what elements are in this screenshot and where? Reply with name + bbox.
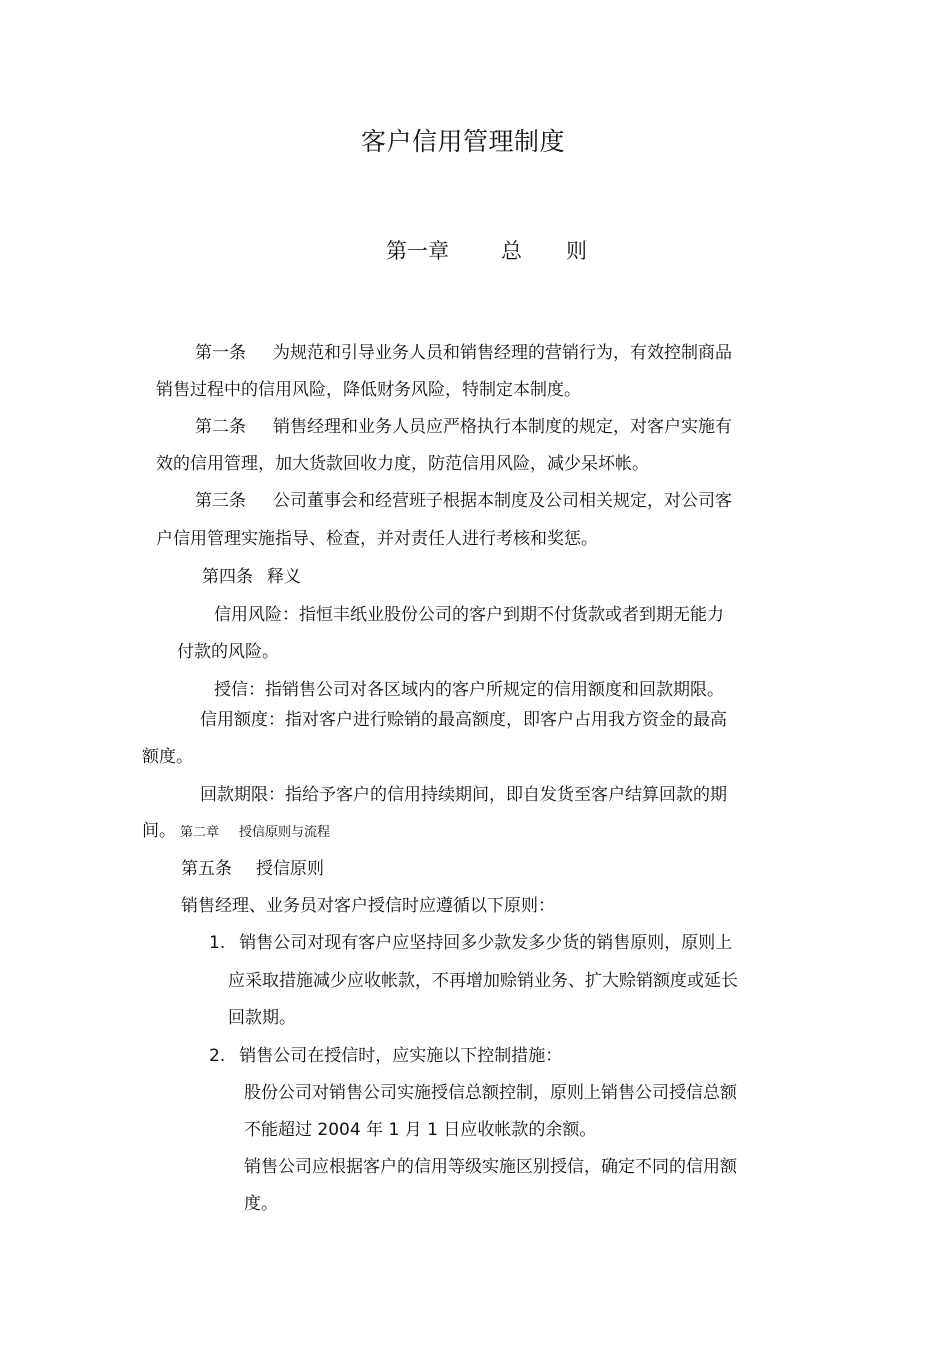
article-1-text-1: 为规范和引导业务人员和销售经理的营销行为，有效控制商品 [273,343,732,363]
item-1-text-1: 销售公司对现有客户应坚持回多少款发多少货的销售原则，原则上 [239,933,733,953]
principles-intro: 销售经理、业务员对客户授信时应遵循以下原则： [181,896,555,916]
item-2-number: 2. [209,1046,226,1066]
item-1-text-2: 应采取措施减少应收帐款，不再增加赊销业务、扩大赊销额度或延长 [228,971,738,991]
chapter-2-label: 第二章 [180,825,220,840]
article-3-text-1: 公司董事会和经营班子根据本制度及公司相关规定，对公司客 [273,491,732,511]
article-5-number: 第五条 [181,859,232,879]
chapter-2-title: 授信原则与流程 [239,825,331,840]
chapter-1-word-2: 则 [566,239,587,263]
item-2-sub-1-text-2: 不能超过 2004 年 1 月 1 日应收帐款的余额。 [244,1120,597,1140]
item-2-sub-2-text-2: 度。 [244,1194,278,1214]
item-2-sub-2-text-1: 销售公司应根据客户的信用等级实施区别授信，确定不同的信用额 [244,1157,737,1177]
article-2-text-2: 效的信用管理，加大货款回收力度，防范信用风险，减少呆坏帐。 [156,454,649,474]
item-1-number: 1. [209,933,226,953]
definition-payment-period-2-line [142,820,330,844]
article-3-text-2: 户信用管理实施指导、检查，并对责任人进行考核和奖惩。 [156,529,598,549]
chapter-1-word-1: 总 [501,239,522,263]
item-2-text-1: 销售公司在授信时，应实施以下控制措施： [239,1046,563,1066]
article-5-title: 授信原则 [256,859,324,879]
article-1-number: 第一条 [195,343,246,363]
article-2-text-1: 销售经理和业务人员应严格执行本制度的规定，对客户实施有 [273,417,732,437]
article-4-number: 第四条 [202,567,253,587]
chapter-1-heading [386,237,587,265]
definition-credit-grant: 授信：指销售公司对各区域内的客户所规定的信用额度和回款期限。 [214,680,724,700]
article-2-first-line [195,416,732,438]
item-2-first-line [209,1045,562,1067]
article-3-first-line [195,490,732,512]
definition-credit-risk-2: 付款的风险。 [177,642,279,662]
document-title: 客户信用管理制度 [361,127,566,156]
article-3-number: 第三条 [195,491,246,511]
definition-payment-period-2: 间。 [142,821,176,841]
article-4-heading [202,566,301,588]
definition-credit-limit-2: 额度。 [142,747,193,767]
chapter-1-label: 第一章 [386,239,449,263]
definition-credit-limit-1: 信用额度：指对客户进行赊销的最高额度，即客户占用我方资金的最高 [200,710,727,730]
article-5-heading [181,858,324,880]
article-4-title: 释义 [267,567,301,587]
item-1-text-3: 回款期。 [228,1008,296,1028]
item-1-first-line [209,932,732,954]
item-2-sub-1-text-1: 股份公司对销售公司实施授信总额控制，原则上销售公司授信总额 [244,1083,737,1103]
article-1-first-line [195,342,732,364]
definition-payment-period-1: 回款期限：指给予客户的信用持续期间，即自发货至客户结算回款的期 [200,785,727,805]
article-1-text-2: 销售过程中的信用风险，降低财务风险，特制定本制度。 [156,380,581,400]
definition-credit-risk-1: 信用风险：指恒丰纸业股份公司的客户到期不付货款或者到期无能力 [214,605,724,625]
article-2-number: 第二条 [195,417,246,437]
